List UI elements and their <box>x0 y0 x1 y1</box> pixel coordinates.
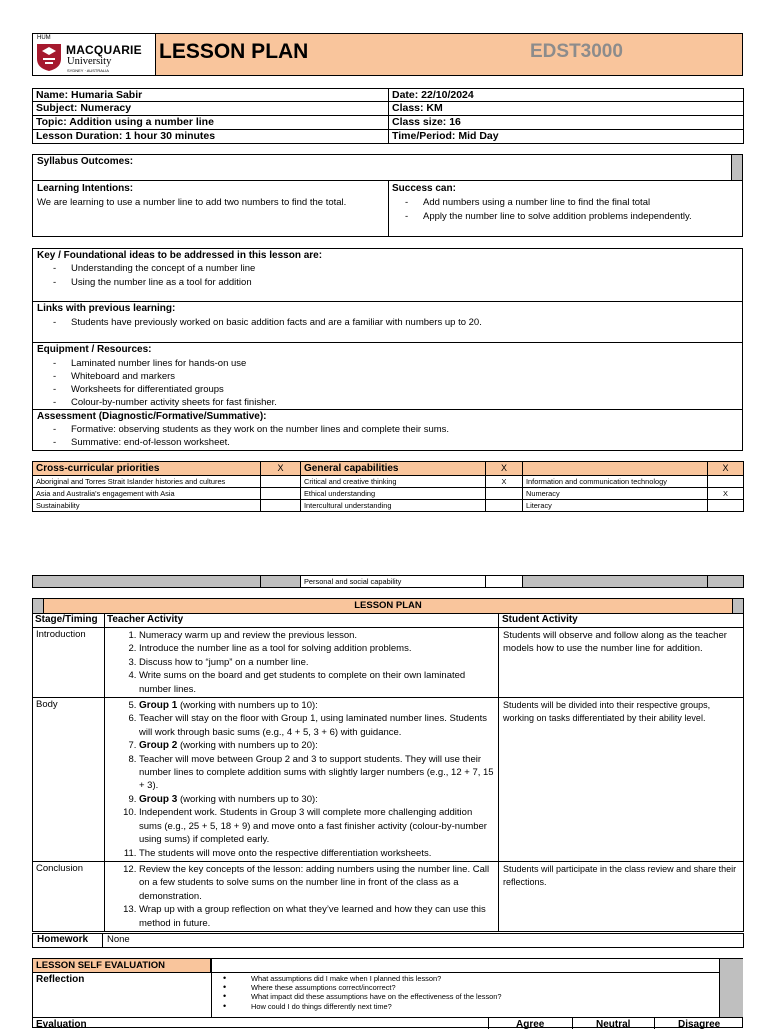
student-activity: Students will participate in the class review and share their reflections. <box>499 861 744 931</box>
assessment-item: - Summative: end-of-lesson worksheet. <box>53 436 742 449</box>
self-eval-title: LESSON SELF EVALUATION <box>33 959 211 973</box>
capabilities-x-header: X <box>486 462 523 476</box>
teacher-step <box>139 699 496 712</box>
agree-label: Agree <box>516 1019 545 1030</box>
homework-table <box>32 933 744 948</box>
topic: Topic: Addition using a number line <box>33 116 389 130</box>
teacher-step: 13. Wrap up with a group reflection on what they’ve learned and how they can use this method in future. <box>139 903 496 930</box>
reflection-question: • What assumptions did I make when I planned this lesson? <box>251 974 501 983</box>
logo-top-text: HUM <box>37 35 51 41</box>
teacher-step <box>139 793 496 806</box>
equipment-item: - Worksheets for differentiated groups <box>53 383 742 396</box>
equipment-item: - Colour-by-number activity sheets for fast finisher. <box>53 396 742 409</box>
success-item: - Apply the number line to solve addition problems independently. <box>405 210 692 224</box>
capability-mark: X <box>486 476 523 488</box>
teacher-step: 2. Introduce the number line as a tool for solving addition problems. <box>139 642 496 655</box>
plan-title: LESSON PLAN <box>354 600 422 611</box>
divider <box>33 1017 742 1018</box>
priorities-row <box>33 500 744 512</box>
divider <box>654 1017 655 1029</box>
capability-label: Literacy <box>523 500 708 512</box>
equipment-item: - Whiteboard and markers <box>53 370 742 383</box>
syllabus-label: Syllabus Outcomes: <box>37 156 134 167</box>
group-desc: (working with numbers up to 20): <box>177 740 318 752</box>
reflection-question: • How could I do things differently next time? <box>251 1002 501 1011</box>
success-list <box>397 196 692 224</box>
priority-label: Aboriginal and Torres Strait Islander histories and cultures <box>33 476 261 488</box>
group-label: Group 1 <box>139 700 178 712</box>
equipment-list <box>33 357 742 409</box>
stage-label: Introduction <box>33 628 105 698</box>
col-stage: Stage/Timing <box>33 614 105 628</box>
university-logo <box>33 34 156 75</box>
homework-label: Homework <box>33 934 103 948</box>
teacher-step <box>139 739 496 752</box>
teacher-step: 10. Independent work. Students in Group 3 will complete more challenging addition sums (e.g., 25 + 5, 18 + 9) and move onto a fast finisher activity (colour-by-number using sums) if completed early. <box>139 806 496 846</box>
capability-label: Critical and creative thinking <box>301 476 486 488</box>
key-ideas-label: Key / Foundational ideas to be addressed in this lesson are: <box>37 250 323 261</box>
lesson-duration: Lesson Duration: 1 hour 30 minutes <box>33 130 389 144</box>
intentions-text: We are learning to use a number line to add two numbers to find the total. <box>37 197 347 208</box>
grey-cell <box>261 576 301 588</box>
links-list <box>33 316 742 330</box>
subject: Subject: Numeracy <box>33 102 389 116</box>
key-idea-item: - Understanding the concept of a number line <box>53 262 742 276</box>
capability-mark <box>708 476 744 488</box>
info-table <box>32 88 744 144</box>
success-label: Success can: <box>392 183 456 194</box>
scroll-tab <box>731 155 742 180</box>
equipment-item: - Laminated number lines for hands-on use <box>53 357 742 370</box>
self-evaluation-box <box>32 958 743 1028</box>
page-title: LESSON PLAN <box>159 40 309 63</box>
teacher-step: 12. Review the key concepts of the lesson: adding numbers using the number line. Call on a few students to solve sums on the number line in front of the class as a demonstration. <box>139 863 496 903</box>
links-item: - Students have previously worked on basic addition facts and are a familiar with numbers up to 20. <box>53 316 742 330</box>
intentions-label: Learning Intentions: <box>37 183 134 194</box>
reflection-label: Reflection <box>36 974 85 985</box>
divider <box>388 181 389 236</box>
class-size: Class size: 16 <box>389 116 744 130</box>
teacher-step: 8. Teacher will move between Group 2 and 3 to support students. They will use their number lines to complete addition sums with slightly larger numbers (e.g., 12 + 7, 15 + 3). <box>139 753 496 793</box>
grey-tab-left <box>33 599 44 613</box>
stage-label: Body <box>33 698 105 862</box>
capability-label: Ethical understanding <box>301 488 486 500</box>
teacher-step: 1. Numeracy warm up and review the previous lesson. <box>139 629 496 642</box>
teacher-step: 4. Write sums on the board and get students to complete on their own laminated number lines. <box>139 669 496 696</box>
class-name: Class: KM <box>389 102 744 116</box>
time-period: Time/Period: Mid Day <box>389 130 744 144</box>
divider <box>488 1017 489 1029</box>
student-activity: Students will observe and follow along as the teacher models how to use the number line for addition. <box>499 628 744 698</box>
plan-title-cell <box>33 599 744 614</box>
capabilities2-x-header: X <box>708 462 744 476</box>
priorities-row <box>33 476 744 488</box>
capability-mark <box>708 500 744 512</box>
crest-icon <box>36 43 62 72</box>
col-student: Student Activity <box>499 614 744 628</box>
priorities-header: Cross-curricular priorities <box>33 462 261 476</box>
capability-mark <box>486 488 523 500</box>
intentions-box <box>32 180 743 237</box>
priorities-row <box>33 488 744 500</box>
capability-label: Personal and social capability <box>301 576 486 588</box>
body-list <box>107 699 496 860</box>
teacher-step: 3. Discuss how to “jump” on a number line. <box>139 656 496 669</box>
logo-sub: University <box>67 56 112 67</box>
logo-name: MACQUARIE <box>66 43 142 57</box>
assessment-label: Assessment (Diagnostic/Formative/Summative): <box>37 411 267 422</box>
links-label: Links with previous learning: <box>37 303 176 314</box>
syllabus-box <box>32 154 743 181</box>
capability-label: Intercultural understanding <box>301 500 486 512</box>
key-ideas-box <box>32 248 743 301</box>
neutral-label: Neutral <box>596 1019 631 1030</box>
equipment-label: Equipment / Resources: <box>37 344 152 355</box>
divider <box>572 1017 573 1029</box>
success-item: - Add numbers using a number line to find the final total <box>405 196 692 210</box>
reflection-questions <box>217 974 501 1011</box>
capability-label: Information and communication technology <box>523 476 708 488</box>
evaluation-label: Evaluation <box>36 1019 87 1030</box>
course-code: EDST3000 <box>530 41 623 62</box>
conclusion-list <box>107 863 496 930</box>
homework-value: None <box>103 934 744 948</box>
reflection-question: • Where these assumptions correct/incorrect? <box>251 983 501 992</box>
group-desc: (working with numbers up to 10): <box>177 700 318 712</box>
capability-mark: X <box>708 488 744 500</box>
header-box <box>32 33 743 76</box>
capabilities-header: General capabilities <box>301 462 486 476</box>
logo-location: SYDNEY · AUSTRALIA <box>67 68 109 73</box>
grey-cell <box>33 576 261 588</box>
grey-side-bar <box>719 959 743 1017</box>
teacher-step: 11. The students will move onto the respective differentiation worksheets. <box>139 847 496 860</box>
key-idea-item: - Using the number line as a tool for addition <box>53 276 742 290</box>
assessment-list <box>33 423 742 449</box>
group-label: Group 3 <box>139 793 178 805</box>
divider <box>211 972 719 973</box>
group-label: Group 2 <box>139 740 178 752</box>
student-name: Name: Humaria Sabir <box>33 89 389 102</box>
grey-cell <box>708 576 744 588</box>
capability-mark <box>486 500 523 512</box>
intro-list <box>107 629 496 696</box>
reflection-question: • What impact did these assumptions have on the effectiveness of the lesson? <box>251 992 501 1001</box>
priority-mark <box>261 500 301 512</box>
col-teacher: Teacher Activity <box>105 614 499 628</box>
divider <box>211 959 212 1017</box>
stage-label: Conclusion <box>33 861 105 931</box>
lesson-plan-table <box>32 598 744 932</box>
body-row <box>33 698 744 862</box>
assessment-item: - Formative: observing students as they work on the number lines and complete their sums. <box>53 423 742 436</box>
priority-mark <box>261 488 301 500</box>
teacher-step: 6. Teacher will stay on the floor with Group 1, using laminated number lines. Students will work through basic sums (e.g., 4 + 5, 3 + 6) with guidance. <box>139 712 496 739</box>
priorities-table <box>32 461 744 512</box>
group-desc: (working with numbers up to 30): <box>177 793 318 805</box>
capability-mark <box>486 576 523 588</box>
student-activity: Students will be divided into their respective groups, working on tasks differentiated by their ability level. <box>499 698 744 862</box>
blank-header <box>523 462 708 476</box>
priority-mark <box>261 476 301 488</box>
priorities-x-header: X <box>261 462 301 476</box>
disagree-label: Disagree <box>678 1019 721 1030</box>
links-box <box>32 301 743 342</box>
lesson-date: Date: 22/10/2024 <box>389 89 744 102</box>
grey-tab-right <box>732 599 743 613</box>
priorities-last-row <box>32 575 744 588</box>
intro-row <box>33 628 744 698</box>
assessment-box <box>32 409 743 451</box>
priority-label: Asia and Australia's engagement with Asia <box>33 488 261 500</box>
conclusion-row <box>33 861 744 931</box>
priority-label: Sustainability <box>33 500 261 512</box>
grey-cell <box>523 576 708 588</box>
equipment-box <box>32 342 743 409</box>
capability-label: Numeracy <box>523 488 708 500</box>
key-ideas-list <box>33 262 742 290</box>
